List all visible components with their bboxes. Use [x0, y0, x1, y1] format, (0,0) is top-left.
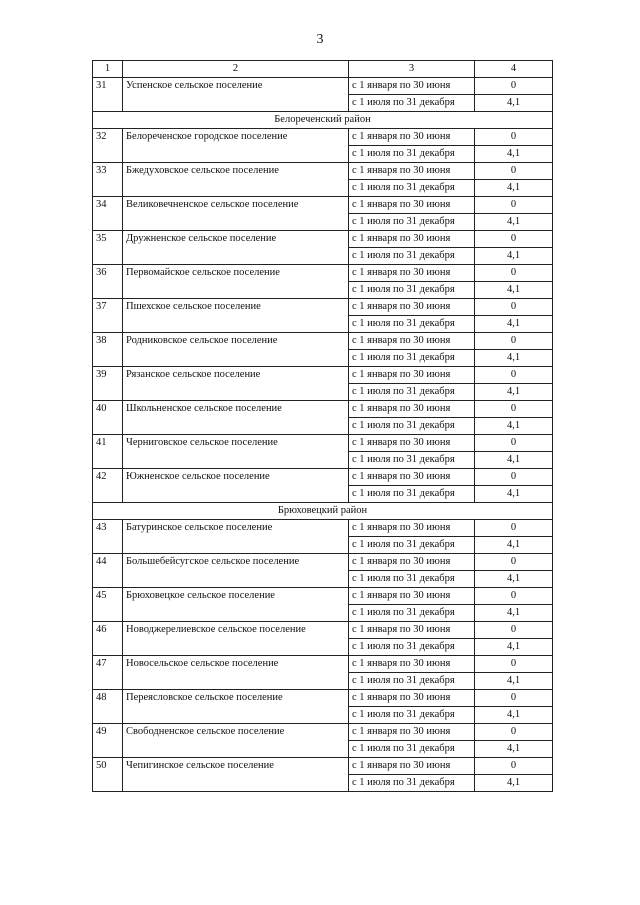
value-second-half: 4,1 — [475, 95, 553, 112]
row-number: 43 — [93, 520, 123, 554]
page-number: 3 — [316, 32, 324, 47]
period-second-half: с 1 июля по 31 декабря — [349, 248, 475, 265]
value-second-half: 4,1 — [475, 316, 553, 333]
table-row — [93, 554, 553, 571]
value-first-half: 0 — [475, 367, 553, 384]
table-row — [93, 231, 553, 248]
district-row — [93, 503, 553, 520]
settlement-name: Чепигинское сельское поселение — [123, 758, 349, 792]
table-row — [93, 367, 553, 384]
table-row — [93, 622, 553, 639]
row-number: 38 — [93, 333, 123, 367]
row-number: 33 — [93, 163, 123, 197]
settlement-name: Южненское сельское поселение — [123, 469, 349, 503]
row-number: 41 — [93, 435, 123, 469]
table-row — [93, 197, 553, 214]
period-second-half: с 1 июля по 31 декабря — [349, 605, 475, 622]
value-second-half: 4,1 — [475, 673, 553, 690]
district-row — [93, 112, 553, 129]
header-row — [93, 61, 553, 78]
value-first-half: 0 — [475, 656, 553, 673]
row-number: 45 — [93, 588, 123, 622]
period-first-half: с 1 января по 30 июня — [349, 129, 475, 146]
period-second-half: с 1 июля по 31 декабря — [349, 95, 475, 112]
settlement-name: Новосельское сельское поселение — [123, 656, 349, 690]
period-second-half: с 1 июля по 31 декабря — [349, 486, 475, 503]
value-first-half: 0 — [475, 333, 553, 350]
value-first-half: 0 — [475, 469, 553, 486]
value-second-half: 4,1 — [475, 214, 553, 231]
period-second-half: с 1 июля по 31 декабря — [349, 214, 475, 231]
period-first-half: с 1 января по 30 июня — [349, 656, 475, 673]
value-second-half: 4,1 — [475, 384, 553, 401]
period-first-half: с 1 января по 30 июня — [349, 469, 475, 486]
value-first-half: 0 — [475, 554, 553, 571]
row-number: 49 — [93, 724, 123, 758]
table-body — [93, 61, 553, 792]
period-second-half: с 1 июля по 31 декабря — [349, 418, 475, 435]
value-first-half: 0 — [475, 622, 553, 639]
settlement-name: Школьненское сельское поселение — [123, 401, 349, 435]
period-first-half: с 1 января по 30 июня — [349, 197, 475, 214]
settlement-name: Успенское сельское поселение — [123, 78, 349, 112]
value-second-half: 4,1 — [475, 707, 553, 724]
table-row — [93, 690, 553, 707]
period-first-half: с 1 января по 30 июня — [349, 758, 475, 775]
header-cell: 3 — [349, 61, 475, 78]
value-first-half: 0 — [475, 588, 553, 605]
value-second-half: 4,1 — [475, 180, 553, 197]
period-second-half: с 1 июля по 31 декабря — [349, 775, 475, 792]
value-second-half: 4,1 — [475, 605, 553, 622]
row-number: 44 — [93, 554, 123, 588]
table-row — [93, 588, 553, 605]
settlement-name: Великовечненское сельское поселение — [123, 197, 349, 231]
value-first-half: 0 — [475, 231, 553, 248]
tariff-table — [92, 60, 553, 792]
value-second-half: 4,1 — [475, 537, 553, 554]
row-number: 35 — [93, 231, 123, 265]
period-first-half: с 1 января по 30 июня — [349, 554, 475, 571]
value-second-half: 4,1 — [475, 146, 553, 163]
table-row — [93, 78, 553, 95]
table-row — [93, 163, 553, 180]
row-number: 32 — [93, 129, 123, 163]
value-first-half: 0 — [475, 299, 553, 316]
period-first-half: с 1 января по 30 июня — [349, 401, 475, 418]
settlement-name: Первомайское сельское поселение — [123, 265, 349, 299]
value-first-half: 0 — [475, 78, 553, 95]
period-first-half: с 1 января по 30 июня — [349, 231, 475, 248]
value-first-half: 0 — [475, 758, 553, 775]
period-first-half: с 1 января по 30 июня — [349, 78, 475, 95]
table-row — [93, 129, 553, 146]
period-second-half: с 1 июля по 31 декабря — [349, 571, 475, 588]
district-name: Белореченский район — [93, 112, 553, 129]
value-second-half: 4,1 — [475, 571, 553, 588]
period-second-half: с 1 июля по 31 декабря — [349, 537, 475, 554]
period-second-half: с 1 июля по 31 декабря — [349, 146, 475, 163]
table-row — [93, 758, 553, 775]
period-second-half: с 1 июля по 31 декабря — [349, 316, 475, 333]
settlement-name: Свободненское сельское поселение — [123, 724, 349, 758]
value-second-half: 4,1 — [475, 418, 553, 435]
period-first-half: с 1 января по 30 июня — [349, 435, 475, 452]
header-cell: 1 — [93, 61, 123, 78]
period-first-half: с 1 января по 30 июня — [349, 299, 475, 316]
settlement-name: Родниковское сельское поселение — [123, 333, 349, 367]
value-first-half: 0 — [475, 129, 553, 146]
settlement-name: Белореченское городское поселение — [123, 129, 349, 163]
settlement-name: Рязанское сельское поселение — [123, 367, 349, 401]
period-second-half: с 1 июля по 31 декабря — [349, 452, 475, 469]
district-name: Брюховецкий район — [93, 503, 553, 520]
value-first-half: 0 — [475, 401, 553, 418]
row-number: 37 — [93, 299, 123, 333]
value-second-half: 4,1 — [475, 486, 553, 503]
value-second-half: 4,1 — [475, 248, 553, 265]
settlement-name: Переясловское сельское поселение — [123, 690, 349, 724]
row-number: 50 — [93, 758, 123, 792]
period-second-half: с 1 июля по 31 декабря — [349, 180, 475, 197]
table-row — [93, 333, 553, 350]
row-number: 31 — [93, 78, 123, 112]
table-row — [93, 724, 553, 741]
table-row — [93, 469, 553, 486]
table-row — [93, 435, 553, 452]
row-number: 36 — [93, 265, 123, 299]
row-number: 42 — [93, 469, 123, 503]
row-number: 39 — [93, 367, 123, 401]
table-row — [93, 520, 553, 537]
row-number: 46 — [93, 622, 123, 656]
row-number: 48 — [93, 690, 123, 724]
value-first-half: 0 — [475, 197, 553, 214]
header-cell: 4 — [475, 61, 553, 78]
settlement-name: Бжедуховское сельское поселение — [123, 163, 349, 197]
value-second-half: 4,1 — [475, 350, 553, 367]
period-first-half: с 1 января по 30 июня — [349, 163, 475, 180]
table-row — [93, 265, 553, 282]
settlement-name: Брюховецкое сельское поселение — [123, 588, 349, 622]
period-first-half: с 1 января по 30 июня — [349, 520, 475, 537]
period-first-half: с 1 января по 30 июня — [349, 690, 475, 707]
settlement-name: Большебейсугское сельское поселение — [123, 554, 349, 588]
settlement-name: Черниговское сельское поселение — [123, 435, 349, 469]
period-second-half: с 1 июля по 31 декабря — [349, 350, 475, 367]
period-first-half: с 1 января по 30 июня — [349, 333, 475, 350]
value-first-half: 0 — [475, 690, 553, 707]
table-row — [93, 299, 553, 316]
settlement-name: Пшехское сельское поселение — [123, 299, 349, 333]
header-cell: 2 — [123, 61, 349, 78]
value-second-half: 4,1 — [475, 282, 553, 299]
settlement-name: Новоджерелиевское сельское поселение — [123, 622, 349, 656]
period-second-half: с 1 июля по 31 декабря — [349, 673, 475, 690]
period-second-half: с 1 июля по 31 декабря — [349, 282, 475, 299]
value-first-half: 0 — [475, 520, 553, 537]
period-first-half: с 1 января по 30 июня — [349, 588, 475, 605]
value-second-half: 4,1 — [475, 741, 553, 758]
row-number: 34 — [93, 197, 123, 231]
value-second-half: 4,1 — [475, 452, 553, 469]
settlement-name: Дружненское сельское поселение — [123, 231, 349, 265]
period-second-half: с 1 июля по 31 декабря — [349, 707, 475, 724]
table-row — [93, 401, 553, 418]
settlement-name: Батуринское сельское поселение — [123, 520, 349, 554]
row-number: 40 — [93, 401, 123, 435]
period-first-half: с 1 января по 30 июня — [349, 622, 475, 639]
period-second-half: с 1 июля по 31 декабря — [349, 639, 475, 656]
period-second-half: с 1 июля по 31 декабря — [349, 741, 475, 758]
row-number: 47 — [93, 656, 123, 690]
period-second-half: с 1 июля по 31 декабря — [349, 384, 475, 401]
value-first-half: 0 — [475, 265, 553, 282]
period-first-half: с 1 января по 30 июня — [349, 724, 475, 741]
table-row — [93, 656, 553, 673]
value-second-half: 4,1 — [475, 775, 553, 792]
value-first-half: 0 — [475, 435, 553, 452]
value-first-half: 0 — [475, 724, 553, 741]
value-second-half: 4,1 — [475, 639, 553, 656]
period-first-half: с 1 января по 30 июня — [349, 367, 475, 384]
period-first-half: с 1 января по 30 июня — [349, 265, 475, 282]
value-first-half: 0 — [475, 163, 553, 180]
